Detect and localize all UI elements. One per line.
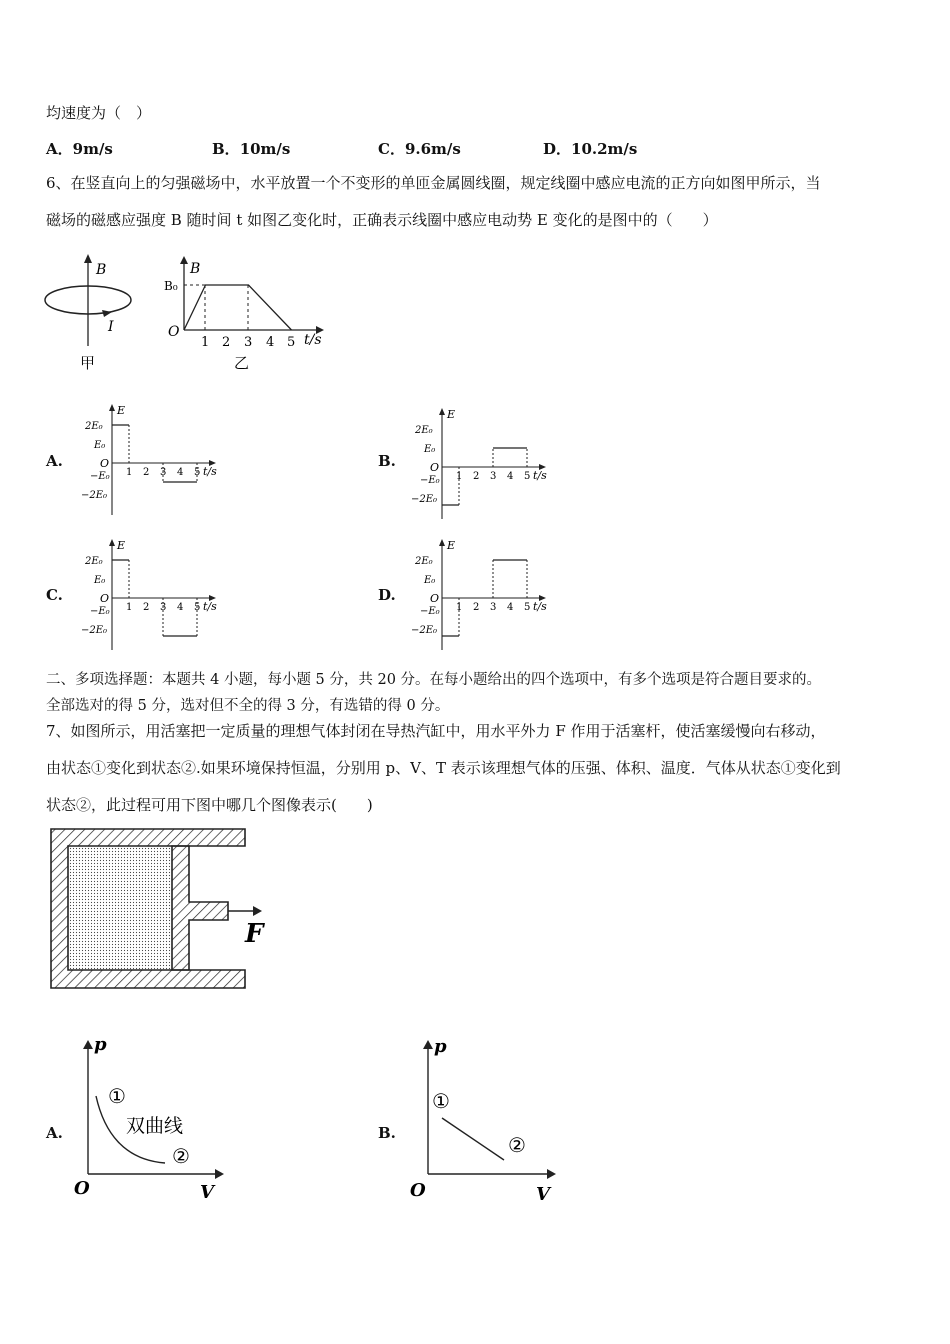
e-label-neg-2e0: −2E₀ bbox=[81, 490, 108, 501]
e-tick-1: 1 bbox=[126, 602, 133, 613]
e-tick-5: 5 bbox=[524, 471, 531, 482]
e-label-e0: E₀ bbox=[94, 440, 106, 451]
e-tick-2: 2 bbox=[143, 467, 150, 478]
e-label-neg-e0: −E₀ bbox=[90, 606, 110, 617]
q6-option-a-graph[interactable] bbox=[70, 400, 230, 515]
e-tick-5: 5 bbox=[194, 467, 201, 478]
q5-option-c[interactable]: C．9.6m/s bbox=[378, 140, 461, 158]
yi-tick-4: 4 bbox=[266, 335, 275, 350]
e-tick-5: 5 bbox=[194, 602, 201, 613]
q6-stem-line1: 6、在竖直向上的匀强磁场中，水平放置一个不变形的单匝金属圆线圈，规定线圈中感应电流的正方向如图甲所示，当 bbox=[46, 174, 821, 192]
e-axis-label: E bbox=[447, 539, 456, 552]
e-label-neg-2e0: −2E₀ bbox=[411, 494, 438, 505]
e-axis-label: E bbox=[117, 404, 126, 417]
yi-b0-label: B₀ bbox=[164, 279, 178, 293]
e-label-e0: E₀ bbox=[424, 575, 436, 586]
q5-option-a[interactable]: A．9m/s bbox=[46, 140, 113, 158]
figure-jia-coil bbox=[40, 250, 150, 375]
qb-v-label: V bbox=[536, 1184, 550, 1205]
figure-yi-b-graph bbox=[160, 250, 340, 375]
qb-p-label: p bbox=[434, 1036, 447, 1057]
e-tick-2: 2 bbox=[473, 602, 480, 613]
e-t-label: t/s bbox=[533, 600, 547, 613]
q6-option-a-label[interactable]: A. bbox=[46, 452, 63, 470]
e-t-label: t/s bbox=[203, 600, 217, 613]
q6-option-c-label[interactable]: C. bbox=[46, 586, 63, 604]
e-origin: O bbox=[430, 461, 440, 474]
jia-b-label: B bbox=[96, 262, 107, 278]
e-tick-3: 3 bbox=[160, 602, 167, 613]
q7-option-b-label[interactable]: B. bbox=[378, 1124, 396, 1142]
qa-v-label: V bbox=[200, 1182, 214, 1203]
q5-option-d[interactable]: D．10.2m/s bbox=[543, 140, 638, 158]
e-tick-4: 4 bbox=[177, 467, 184, 478]
q6-option-d-label[interactable]: D. bbox=[378, 586, 396, 604]
section2-heading-line2: 全部选对的得 5 分，选对但不全的得 3 分，有选错的得 0 分。 bbox=[46, 698, 450, 714]
yi-tick-1: 1 bbox=[201, 335, 210, 350]
linear-line bbox=[442, 1118, 504, 1160]
q7-stem-line1: 7、如图所示，用活塞把一定质量的理想气体封闭在导热汽缸中，用水平外力 F 作用于活塞杆，使活塞缓慢向右移动， bbox=[46, 722, 826, 740]
e-label-2e0: 2E₀ bbox=[415, 556, 433, 567]
cylinder-figure bbox=[48, 826, 278, 996]
e-tick-4: 4 bbox=[507, 471, 514, 482]
section2-heading-line1: 二、多项选择题：本题共 4 小题，每小题 5 分，共 20 分。在每小题给出的四个选项中，有多个选项是符合题目要求的。 bbox=[46, 672, 822, 688]
e-tick-3: 3 bbox=[160, 467, 167, 478]
e-label-neg-e0: −E₀ bbox=[420, 475, 440, 486]
q7-stem-line2: 由状态①变化到状态②.如果环境保持恒温，分别用 p、V、T 表示该理想气体的压强、体积、温度．气体从状态①变化到 bbox=[46, 759, 841, 777]
qa-state2: ② bbox=[172, 1144, 190, 1168]
yi-caption: 乙 bbox=[234, 354, 250, 372]
gas-region bbox=[68, 846, 172, 970]
e-tick-1: 1 bbox=[456, 602, 463, 613]
q7-option-a-graph[interactable] bbox=[68, 1036, 238, 1208]
yi-b-label: B bbox=[190, 261, 201, 277]
force-label: F bbox=[245, 919, 264, 949]
q6-option-d-graph[interactable] bbox=[400, 535, 560, 650]
e-label-2e0: 2E₀ bbox=[85, 421, 103, 432]
yi-tick-2: 2 bbox=[222, 335, 231, 350]
q6-option-c-graph[interactable] bbox=[70, 535, 230, 650]
e-label-e0: E₀ bbox=[424, 444, 436, 455]
e-tick-1: 1 bbox=[126, 467, 133, 478]
e-t-label: t/s bbox=[533, 469, 547, 482]
yi-origin: O bbox=[168, 324, 180, 340]
q6-stem-line2: 磁场的磁感应强度 B 随时间 t 如图乙变化时，正确表示线圈中感应电动势 E 变化的是图中的（ ） bbox=[46, 211, 718, 229]
qa-hyperbola-note: 双曲线 bbox=[126, 1115, 184, 1137]
q6-option-b-label[interactable]: B. bbox=[378, 452, 396, 470]
e-tick-4: 4 bbox=[177, 602, 184, 613]
qb-state2: ② bbox=[508, 1133, 526, 1157]
e-axis-label: E bbox=[117, 539, 126, 552]
q7-stem-line3: 状态②，此过程可用下图中哪几个图像表示( ) bbox=[46, 796, 373, 814]
e-origin: O bbox=[430, 592, 440, 605]
e-label-neg-2e0: −2E₀ bbox=[411, 625, 438, 636]
e-label-neg-e0: −E₀ bbox=[420, 606, 440, 617]
e-label-neg-2e0: −2E₀ bbox=[81, 625, 108, 636]
qb-origin: O bbox=[410, 1180, 426, 1201]
e-tick-1: 1 bbox=[456, 471, 463, 482]
e-tick-2: 2 bbox=[473, 471, 480, 482]
q7-option-a-label[interactable]: A. bbox=[46, 1124, 63, 1142]
e-label-2e0: 2E₀ bbox=[415, 425, 433, 436]
e-origin: O bbox=[100, 457, 110, 470]
q5-option-b[interactable]: B．10m/s bbox=[212, 140, 291, 158]
yi-t-label: t/s bbox=[304, 332, 322, 348]
q6-option-b-graph[interactable] bbox=[400, 404, 560, 519]
qb-state1: ① bbox=[432, 1089, 450, 1113]
yi-tick-5: 5 bbox=[287, 335, 296, 350]
e-label-neg-e0: −E₀ bbox=[90, 471, 110, 482]
jia-i-label: I bbox=[108, 319, 114, 335]
qa-p-label: p bbox=[94, 1036, 107, 1055]
yi-tick-3: 3 bbox=[244, 335, 253, 350]
e-tick-4: 4 bbox=[507, 602, 514, 613]
qa-origin: O bbox=[74, 1178, 90, 1199]
q7-option-b-graph[interactable] bbox=[400, 1036, 570, 1208]
e-label-e0: E₀ bbox=[94, 575, 106, 586]
e-t-label: t/s bbox=[203, 465, 217, 478]
jia-caption: 甲 bbox=[80, 354, 96, 372]
yi-b-line bbox=[184, 285, 292, 330]
e-axis-label: E bbox=[447, 408, 456, 421]
q5-stem-tail: 均速度为（ ） bbox=[46, 104, 152, 122]
e-tick-3: 3 bbox=[490, 471, 497, 482]
e-origin: O bbox=[100, 592, 110, 605]
e-tick-5: 5 bbox=[524, 602, 531, 613]
e-tick-3: 3 bbox=[490, 602, 497, 613]
e-label-2e0: 2E₀ bbox=[85, 556, 103, 567]
piston bbox=[172, 846, 228, 970]
e-tick-2: 2 bbox=[143, 602, 150, 613]
qa-state1: ① bbox=[108, 1084, 126, 1108]
